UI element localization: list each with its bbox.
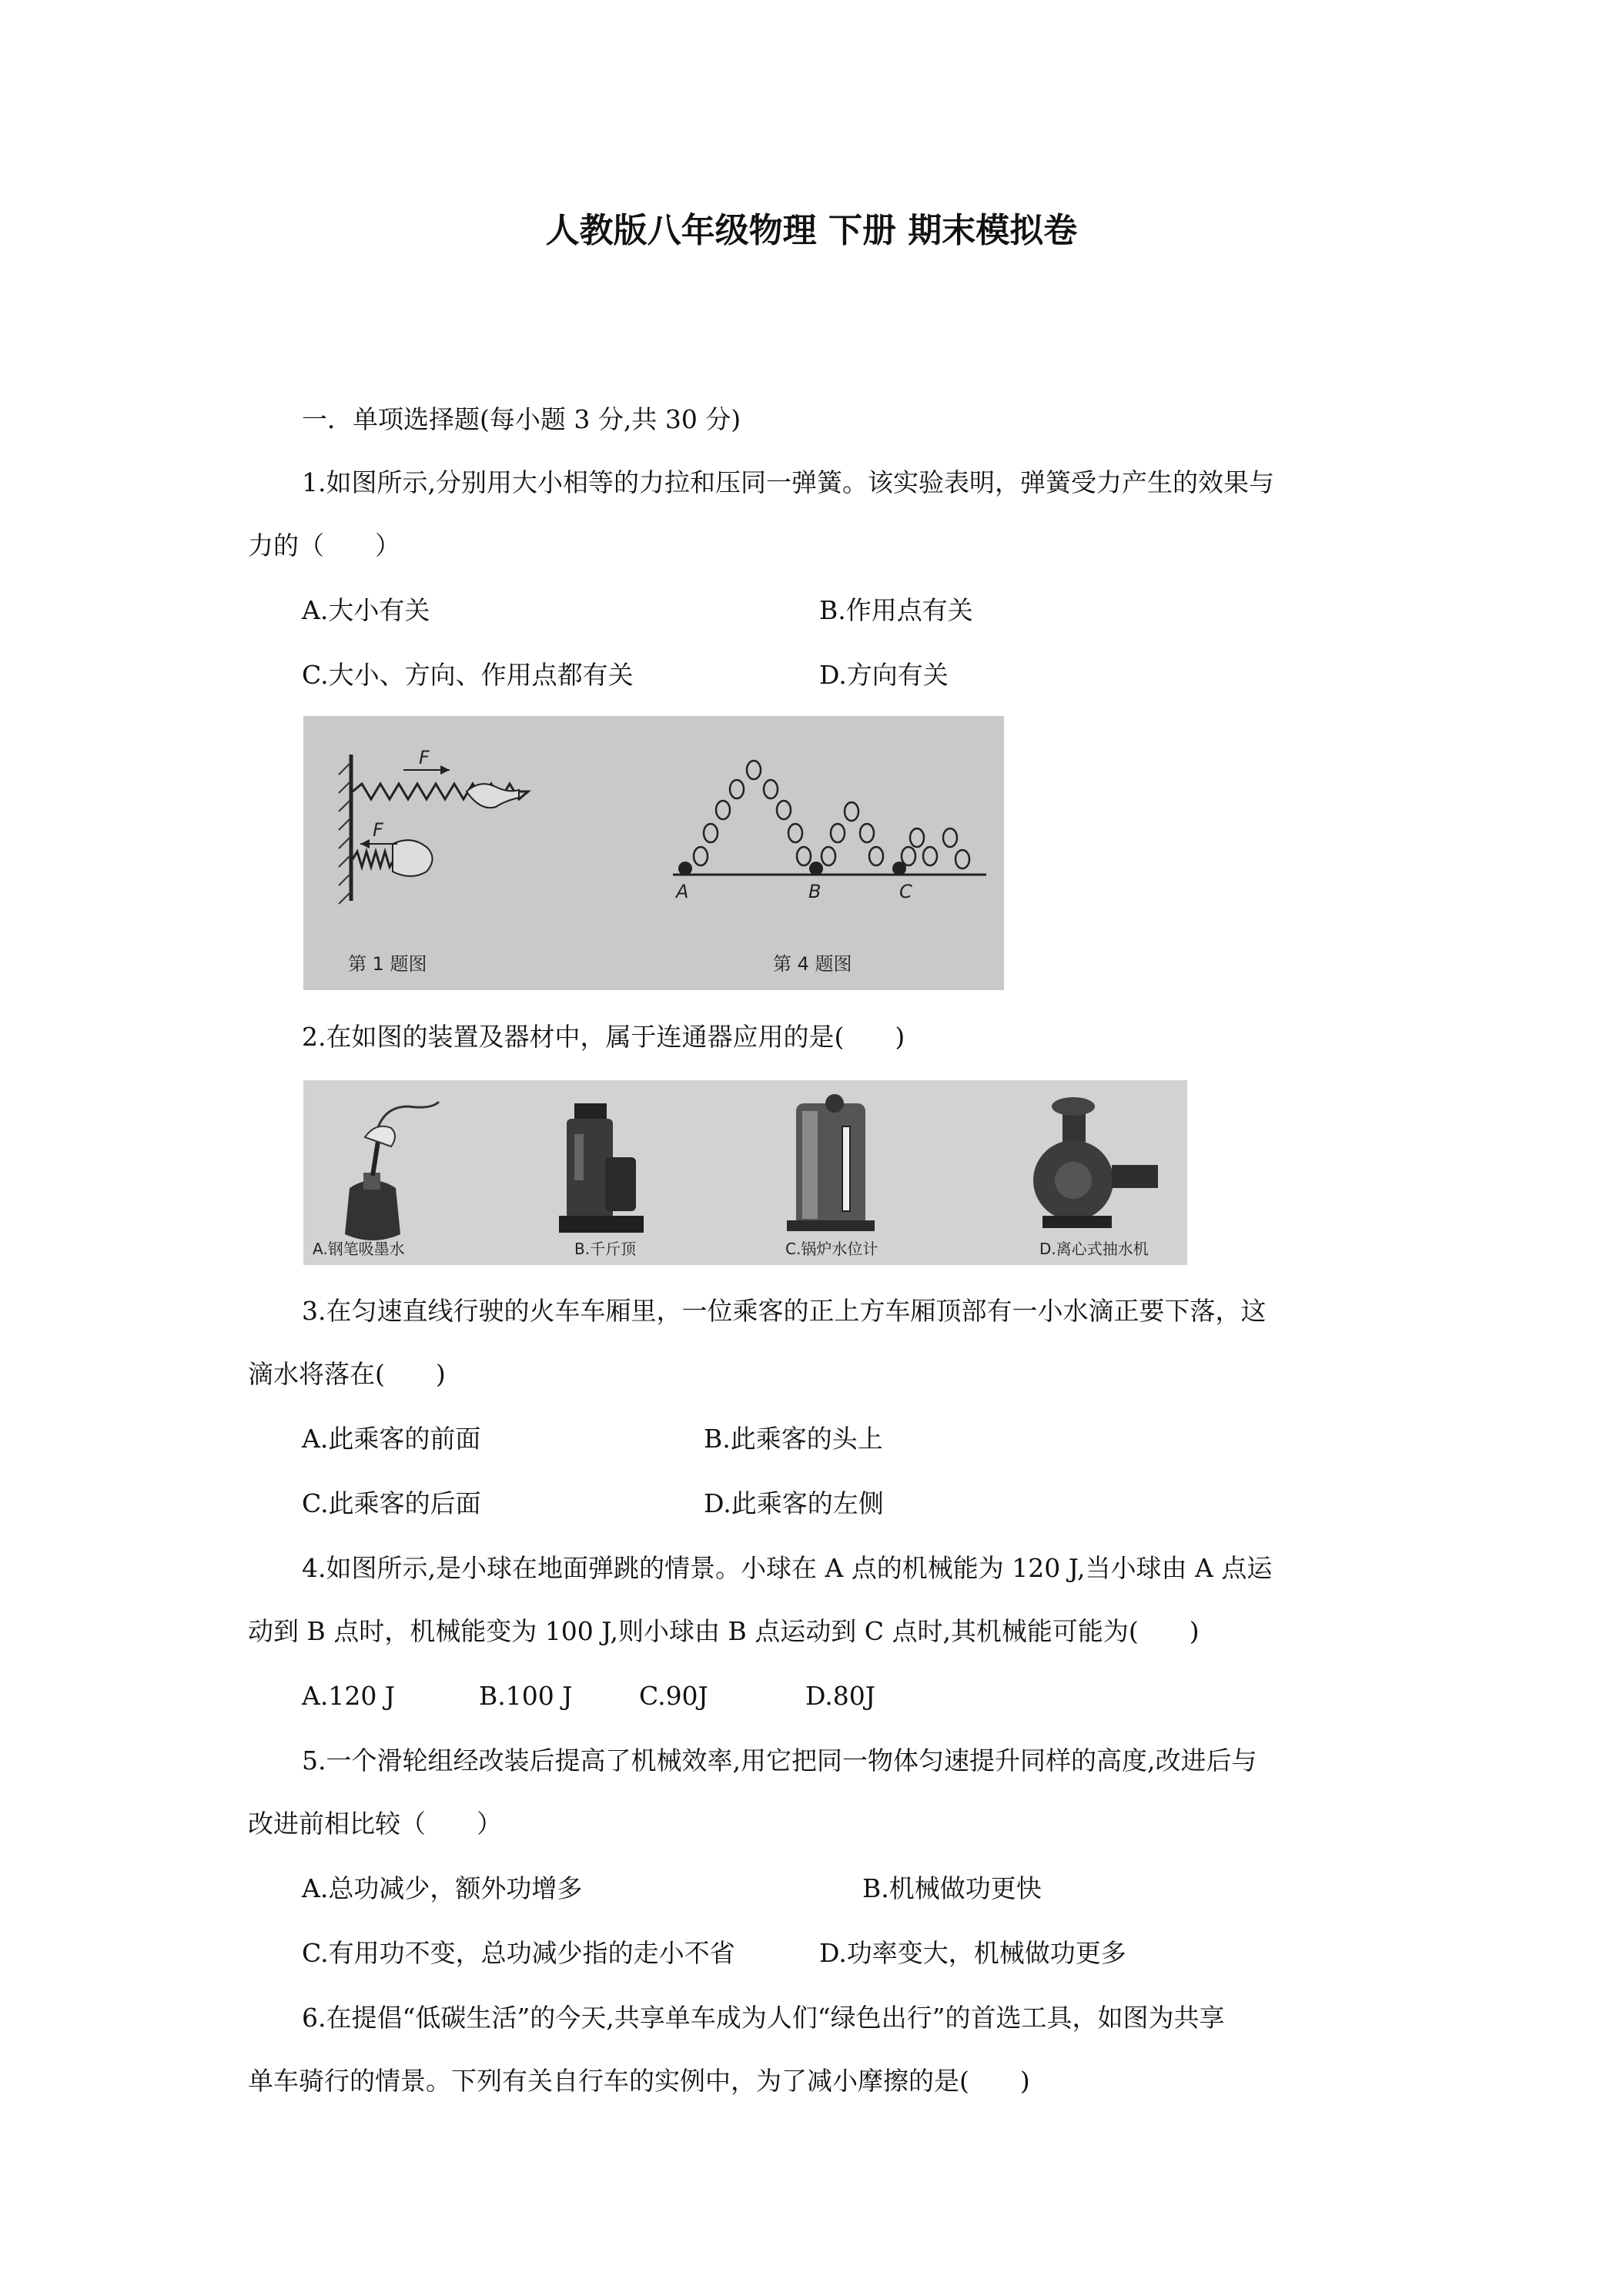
caption-fig1: 第 1 题图 — [348, 953, 427, 975]
q6-stem-line2: 单车骑行的情景。下列有关自行车的实例中，为了减小摩擦的是( ) — [248, 2066, 1030, 2096]
ball-point-c — [892, 862, 906, 875]
label-c: C — [899, 881, 912, 902]
q5-option-d: D.功率变大，机械做功更多 — [819, 1938, 1126, 1968]
q1-stem-line1: 1.如图所示,分别用大小相等的力拉和压同一弹簧。该实验表明，弹簧受力产生的效果与 — [302, 467, 1274, 497]
q2-stem: 2.在如图的装置及器材中，属于连通器应用的是( ) — [302, 1022, 905, 1052]
q4-option-d: D.80J — [805, 1681, 875, 1711]
centrifugal-pump-image — [1033, 1097, 1158, 1228]
q2-caption-c: C.锅炉水位计 — [785, 1240, 878, 1258]
q3-stem-line2: 滴水将落在( ) — [248, 1359, 446, 1389]
compressed-spring — [353, 852, 394, 867]
figure-q1-q4 — [303, 716, 1004, 990]
label-b: B — [808, 881, 822, 902]
pushing-hand — [393, 840, 433, 876]
ball-point-b — [809, 862, 823, 875]
q5-stem-line2: 改进前相比较（ ） — [248, 1809, 502, 1839]
q2-caption-d: D.离心式抽水机 — [1039, 1240, 1149, 1258]
q3-option-c: C.此乘客的后面 — [302, 1488, 481, 1518]
q3-option-a: A.此乘客的前面 — [302, 1424, 481, 1454]
q5-stem-line1: 5.一个滑轮组经改装后提高了机械效率,用它把同一物体匀速提升同样的高度,改进后与 — [302, 1745, 1257, 1776]
force-label-top: F — [419, 747, 430, 768]
q3-option-b: B.此乘客的头上 — [704, 1424, 883, 1454]
q5-option-b: B.机械做功更快 — [862, 1873, 1042, 1903]
q3-option-d: D.此乘客的左侧 — [704, 1488, 884, 1518]
q3-stem-line1: 3.在匀速直线行驶的火车车厢里，一位乘客的正上方车厢顶部有一小水滴正要下落，这 — [302, 1296, 1267, 1326]
boiler-gauge-image — [787, 1094, 875, 1231]
page-title: 人教版八年级物理 下册 期末模拟卷 — [545, 211, 1078, 250]
q2-caption-b: B.千斤顶 — [574, 1240, 637, 1258]
q2-caption-a: A.钢笔吸墨水 — [313, 1240, 405, 1258]
q4-stem-line2: 动到 B 点时，机械能变为 100 J,则小球由 B 点运动到 C 点时,其机械能可能为( ) — [248, 1616, 1200, 1646]
q4-option-b: B.100 J — [479, 1681, 573, 1711]
q1-option-c: C.大小、方向、作用点都有关 — [302, 660, 634, 690]
q5-option-c: C.有用功不变，总功减少指的走小不省 — [302, 1938, 735, 1968]
q1-option-b: B.作用点有关 — [819, 595, 973, 625]
caption-fig4: 第 4 题图 — [773, 953, 852, 975]
figure-q2 — [303, 1080, 1187, 1265]
q4-stem-line1: 4.如图所示,是小球在地面弹跳的情景。小球在 A 点的机械能为 120 J,当小球由 A 点运 — [302, 1553, 1273, 1583]
label-a: A — [676, 881, 689, 902]
ball-point-a — [678, 862, 692, 875]
section-heading: 一．单项选择题(每小题 3 分,共 30 分) — [302, 404, 741, 434]
hydraulic-jack-image — [559, 1103, 644, 1233]
q4-option-c: C.90J — [639, 1681, 708, 1711]
force-label-bottom: F — [373, 819, 383, 841]
q4-option-a: A.120 J — [302, 1681, 396, 1711]
q5-option-a: A.总功减少，额外功增多 — [302, 1873, 583, 1903]
q6-stem-line1: 6.在提倡“低碳生活”的今天,共享单车成为人们“绿色出行”的首选工具，如图为共享 — [302, 2003, 1225, 2033]
ball-trajectory — [694, 761, 969, 869]
q1-option-a: A.大小有关 — [302, 595, 430, 625]
q1-option-d: D.方向有关 — [819, 660, 949, 690]
q1-stem-line2: 力的（ ） — [248, 530, 400, 561]
ink-bottle-pen-image — [345, 1102, 439, 1240]
